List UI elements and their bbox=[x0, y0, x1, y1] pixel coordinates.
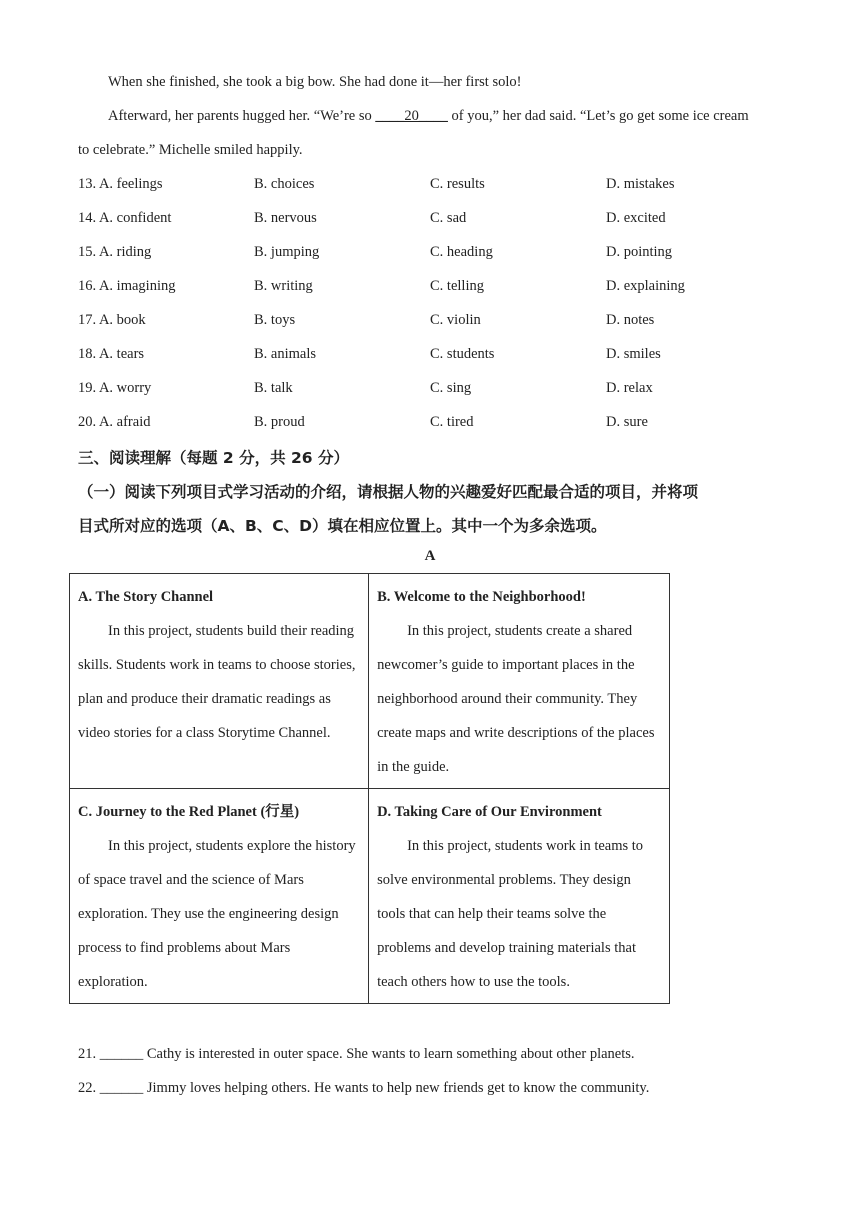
option-d: D. sure bbox=[606, 414, 648, 430]
project-description: In this project, students explore the history of space travel and the science of Mars exploration. They use the engineering design process to find problems about Mars exploration. bbox=[78, 838, 356, 990]
option-a: 20. A. afraid bbox=[78, 414, 151, 430]
option-d: D. smiles bbox=[606, 346, 661, 362]
option-c: C. sing bbox=[430, 380, 472, 396]
project-description: In this project, students build their reading skills. Students work in teams to choose stories, plan and produce their dramatic readings as video stories for a class Storytime Channel. bbox=[78, 623, 356, 741]
project-title: D. Taking Care of Our Environment bbox=[377, 804, 602, 820]
option-row-17 bbox=[78, 312, 798, 332]
option-row-15 bbox=[78, 244, 798, 264]
option-row-13 bbox=[78, 176, 798, 196]
question-21: 21. ______ Cathy is interested in outer space. She wants to learn something about other planets. bbox=[78, 1046, 635, 1062]
option-a: 18. A. tears bbox=[78, 346, 145, 362]
option-row-20 bbox=[78, 414, 798, 434]
answer-blank-20: ____20____ bbox=[375, 108, 448, 124]
passage-line: When she finished, she took a big bow. She had done it—her first solo! bbox=[108, 74, 522, 90]
passage-label: A bbox=[424, 548, 436, 564]
option-row-16 bbox=[78, 278, 798, 298]
passage-line-with-blank bbox=[108, 108, 749, 125]
project-description: In this project, students work in teams to solve environmental problems. They design tools that can help their teams solve the problems and develop training materials that teach others how to use the tools. bbox=[377, 838, 644, 990]
passage-text: of you,” her dad said. “Let’s go get some ice cream bbox=[447, 108, 749, 124]
option-c: C. sad bbox=[430, 210, 467, 226]
option-a: 16. A. imagining bbox=[78, 278, 176, 294]
option-row-14 bbox=[78, 210, 798, 230]
option-b: B. jumping bbox=[254, 244, 320, 260]
passage-text: Afterward, her parents hugged her. “We’re so bbox=[108, 108, 376, 124]
option-b: B. toys bbox=[254, 312, 296, 328]
option-c: C. results bbox=[430, 176, 485, 192]
option-c: C. violin bbox=[430, 312, 481, 328]
option-b: B. proud bbox=[254, 414, 305, 430]
option-b: B. choices bbox=[254, 176, 315, 192]
option-a: 15. A. riding bbox=[78, 244, 152, 260]
option-c: C. tired bbox=[430, 414, 474, 430]
project-cell-c bbox=[70, 789, 369, 1004]
option-d: D. excited bbox=[606, 210, 666, 226]
option-d: D. notes bbox=[606, 312, 655, 328]
option-c: C. students bbox=[430, 346, 495, 362]
project-title: B. Welcome to the Neighborhood! bbox=[377, 589, 586, 605]
option-b: B. writing bbox=[254, 278, 313, 294]
question-22: 22. ______ Jimmy loves helping others. He wants to help new friends get to know the community. bbox=[78, 1080, 650, 1096]
passage-line: to celebrate.” Michelle smiled happily. bbox=[78, 142, 303, 158]
project-cell-d bbox=[369, 789, 670, 1004]
option-b: B. nervous bbox=[254, 210, 317, 226]
section-title: 三、阅读理解（每题 2 分，共 26 分） bbox=[78, 449, 349, 467]
section-instructions: 目式所对应的选项（A、B、C、D）填在相应位置上。其中一个为多余选项。 bbox=[78, 517, 607, 535]
option-b: B. animals bbox=[254, 346, 317, 362]
project-title: A. The Story Channel bbox=[78, 589, 214, 605]
project-table bbox=[69, 573, 670, 1004]
option-a: 14. A. confident bbox=[78, 210, 172, 226]
option-a: 13. A. feelings bbox=[78, 176, 163, 192]
project-title: C. Journey to the Red Planet (行星) bbox=[78, 804, 300, 820]
option-d: D. mistakes bbox=[606, 176, 675, 192]
option-d: D. pointing bbox=[606, 244, 673, 260]
option-a: 17. A. book bbox=[78, 312, 146, 328]
project-cell-a bbox=[70, 574, 369, 789]
section-instructions: （一）阅读下列项目式学习活动的介绍，请根据人物的兴趣爱好匹配最合适的项目，并将项 bbox=[78, 483, 699, 501]
option-c: C. heading bbox=[430, 244, 493, 260]
option-c: C. telling bbox=[430, 278, 484, 294]
option-d: D. explaining bbox=[606, 278, 685, 294]
option-d: D. relax bbox=[606, 380, 653, 396]
option-a: 19. A. worry bbox=[78, 380, 152, 396]
option-row-18 bbox=[78, 346, 798, 366]
option-b: B. talk bbox=[254, 380, 293, 396]
option-row-19 bbox=[78, 380, 798, 400]
project-cell-b bbox=[369, 574, 670, 789]
project-description: In this project, students create a shared newcomer’s guide to important places in the neighborhood around their community. They create maps and write descriptions of the places in the guide. bbox=[377, 623, 655, 775]
